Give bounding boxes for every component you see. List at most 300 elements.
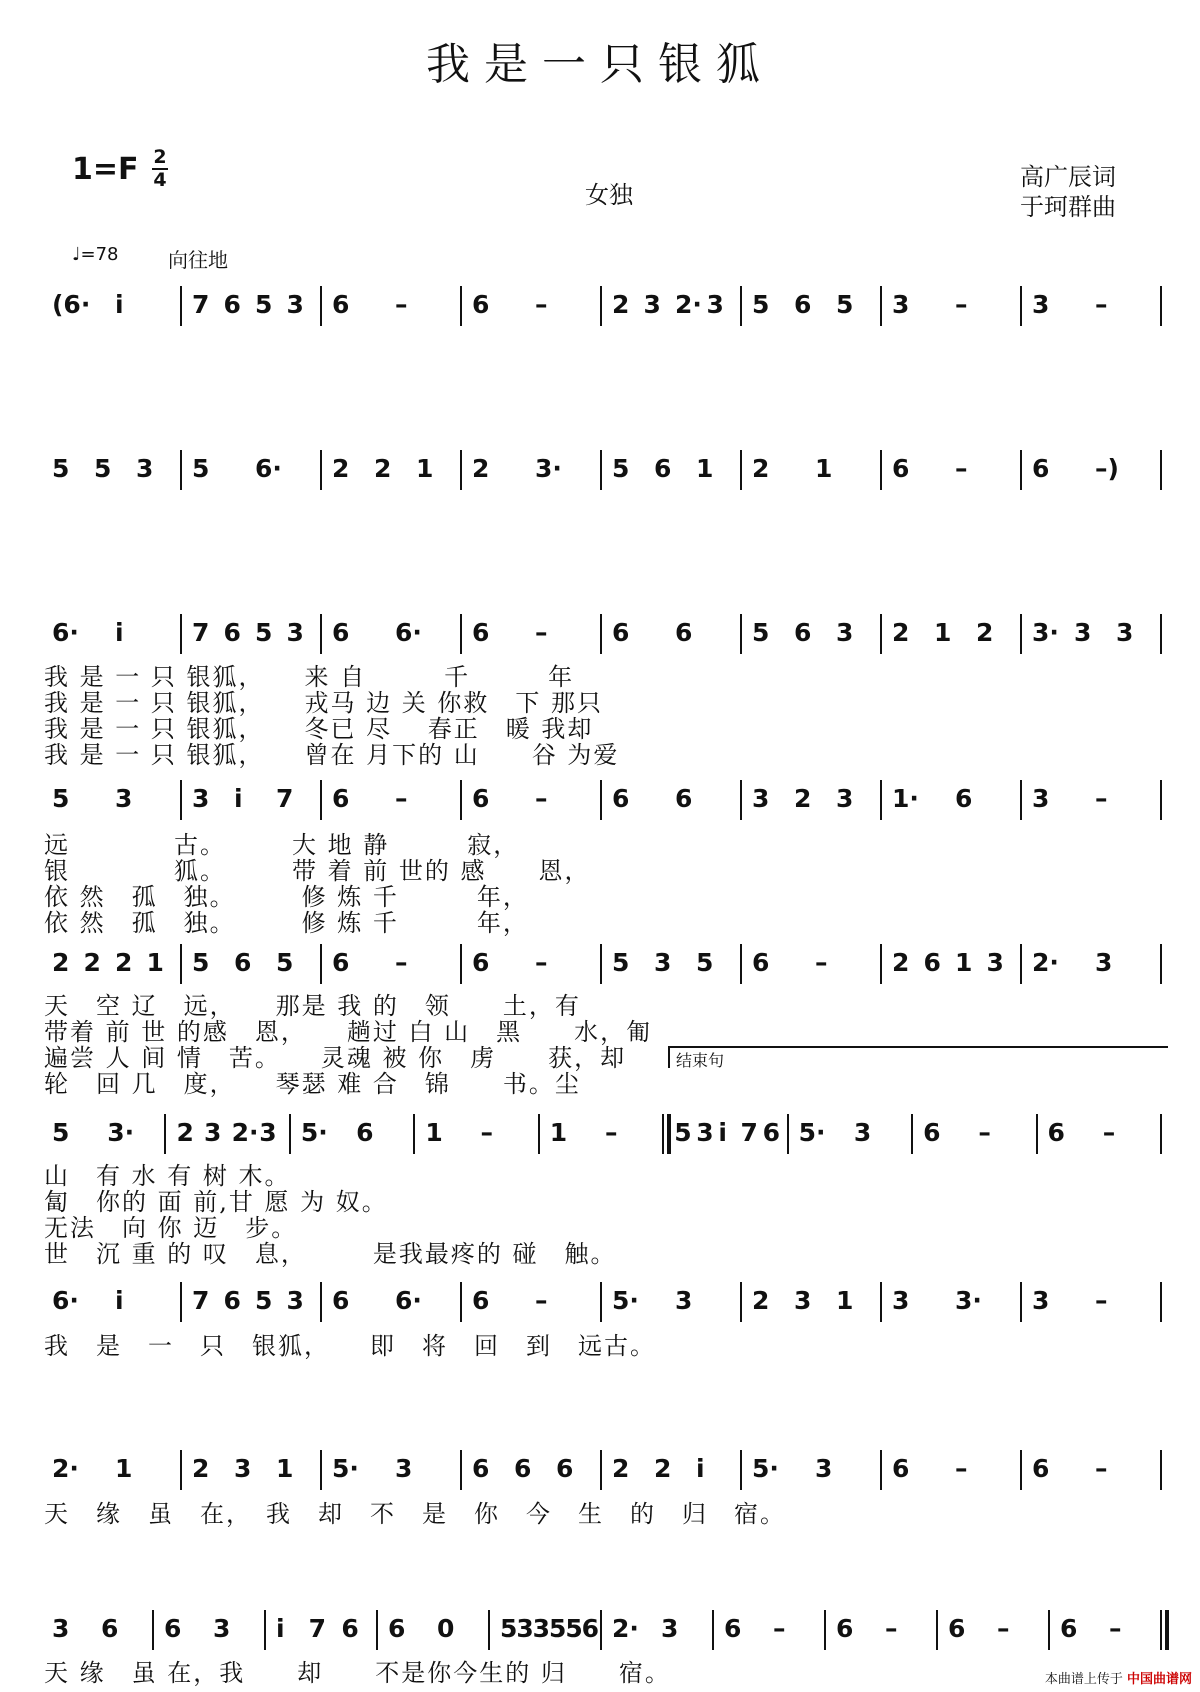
note: 6	[164, 1614, 182, 1643]
note: 3	[1116, 618, 1134, 647]
note: 5·	[798, 1118, 826, 1147]
note: –	[480, 1118, 494, 1147]
note: –	[535, 618, 548, 647]
time-signature	[152, 148, 168, 190]
note: 7	[192, 618, 210, 647]
note: 6	[332, 618, 350, 647]
barline	[460, 286, 462, 326]
barline	[460, 780, 462, 820]
barline	[880, 944, 882, 984]
note: 2·	[675, 290, 702, 319]
barline	[1020, 1450, 1022, 1490]
note: –	[955, 454, 968, 483]
barline	[600, 614, 602, 654]
note: 6	[472, 1454, 490, 1483]
note: 7	[192, 290, 210, 319]
notation-line	[44, 780, 1174, 820]
note: 3	[706, 290, 724, 319]
note: 6	[923, 1118, 941, 1147]
barline	[712, 1610, 714, 1650]
note: 3	[836, 784, 854, 813]
note: 6	[332, 948, 350, 977]
note: –	[605, 1118, 618, 1147]
note: 2·	[52, 1454, 79, 1483]
note: 3	[643, 290, 661, 319]
note: 1	[934, 618, 952, 647]
note: 3	[696, 1118, 714, 1147]
note: 6	[612, 618, 630, 647]
note: –	[535, 948, 548, 977]
note: 6	[752, 948, 770, 977]
barline	[600, 1610, 602, 1650]
note: 3	[892, 1286, 910, 1315]
note: 6	[675, 618, 693, 647]
lyric-line: 天 缘 虽 在， 我 却 不 是 你 今 生 的 归 宿。	[44, 1499, 786, 1528]
note: 6	[223, 290, 241, 319]
barline	[538, 1114, 540, 1154]
lyricist: 高广辰词	[1020, 163, 1116, 191]
note: 3	[286, 618, 304, 647]
barline	[180, 780, 182, 820]
double-barline	[1165, 1610, 1169, 1650]
barline	[289, 1114, 291, 1154]
note: 3	[136, 454, 154, 483]
note: 2	[83, 948, 101, 977]
note: 5·	[612, 1286, 639, 1315]
barline	[600, 780, 602, 820]
expression-marking: 向往地	[168, 248, 228, 272]
note: 6·	[52, 1286, 79, 1315]
barline	[740, 286, 742, 326]
note: 5	[836, 290, 854, 319]
note: 3	[286, 1286, 304, 1315]
barline	[1160, 614, 1162, 654]
barline	[600, 286, 602, 326]
note: 6	[581, 1614, 600, 1643]
repeat-barline	[1160, 1610, 1162, 1650]
notation-line	[44, 1114, 1174, 1154]
note: 3	[1074, 618, 1092, 647]
barline	[936, 1610, 938, 1650]
barline	[1160, 944, 1162, 984]
barline	[320, 944, 322, 984]
note: 3	[836, 618, 854, 647]
note: 2	[472, 454, 490, 483]
note: 5	[255, 290, 273, 319]
lyric-line: 银 狐。 带 着 前 世的 感 恩，	[44, 856, 591, 885]
barline	[1020, 286, 1022, 326]
note: 3	[752, 784, 770, 813]
lyric-line: 我 是 一 只 银狐， 冬已 尽 春正 暖 我却	[44, 715, 594, 743]
barline	[787, 1114, 789, 1154]
lyric-line: 天 缘 虽 在，我 却 不是你今生的 归 宿。	[44, 1659, 671, 1687]
notation-line	[44, 1282, 1174, 1322]
note: –)	[1095, 454, 1119, 483]
barline	[413, 1114, 415, 1154]
note: –	[535, 784, 548, 813]
lyric-line: 天 空 辽 远， 那是 我 的 领 土，有	[44, 992, 581, 1020]
note: 5	[52, 1118, 70, 1147]
barline	[1160, 450, 1162, 490]
note: 3	[853, 1118, 872, 1147]
barline	[600, 450, 602, 490]
note: –	[997, 1614, 1010, 1643]
lyric-line: 依 然 孤 独。 修 炼 千 年，	[44, 882, 529, 911]
lyric-line: 带着 前 世 的感 恩， 趟过 白 山 黑 水，匍	[44, 1018, 653, 1046]
note: 6	[472, 618, 490, 647]
barline	[180, 1450, 182, 1490]
note: 3	[192, 784, 210, 813]
note: 7	[276, 784, 294, 813]
note: 6·	[255, 454, 282, 483]
note: 6	[794, 290, 812, 319]
lyric-line: 我 是 一 只 银狐， 即 将 回 到 远古。	[44, 1331, 656, 1360]
barline	[740, 1282, 742, 1322]
note: 5	[52, 454, 70, 483]
note: –	[535, 290, 548, 319]
barline	[180, 944, 182, 984]
note: 3	[675, 1286, 693, 1315]
lyric-line: 我 是 一 只 银狐， 戎马 边 关 你救 下 那只	[44, 689, 604, 717]
note: 1	[955, 948, 973, 977]
note: 3·	[955, 1286, 982, 1315]
note: 6	[223, 1286, 241, 1315]
barline	[376, 1610, 378, 1650]
note: 3	[1032, 290, 1050, 319]
note: 5	[276, 948, 294, 977]
composer: 于珂群曲	[1020, 193, 1116, 221]
note: 1	[836, 1286, 854, 1315]
barline	[1160, 1114, 1162, 1154]
note: 7	[740, 1118, 758, 1147]
note: 3	[654, 948, 672, 977]
note: 6	[923, 948, 941, 977]
note: 3	[1032, 784, 1050, 813]
note: 2	[52, 948, 70, 977]
note: 3	[286, 290, 304, 319]
note: 2	[612, 290, 630, 319]
barline	[1020, 780, 1022, 820]
barline	[264, 1610, 266, 1650]
barline	[1160, 1450, 1162, 1490]
barline	[880, 614, 882, 654]
note: 5·	[300, 1118, 328, 1147]
notation-line	[44, 1610, 1174, 1650]
note: 3	[1095, 948, 1113, 977]
note: 6	[1060, 1614, 1078, 1643]
note: 2	[976, 618, 994, 647]
note: –	[955, 290, 968, 319]
note: 5	[52, 784, 70, 813]
barline	[180, 450, 182, 490]
note: 6	[892, 454, 910, 483]
note: 5	[192, 948, 210, 977]
note: 5	[94, 454, 112, 483]
note: –	[535, 1286, 548, 1315]
barline	[320, 450, 322, 490]
note: 1	[276, 1454, 294, 1483]
note: 2	[654, 1454, 672, 1483]
note: 2·	[231, 1118, 259, 1147]
barline	[880, 450, 882, 490]
note: –	[395, 948, 408, 977]
note: 6	[388, 1614, 406, 1643]
note: 6	[612, 784, 630, 813]
note: 6·	[395, 1286, 422, 1315]
notation-line	[44, 614, 1174, 654]
note: 0	[437, 1614, 455, 1643]
note: 2	[752, 454, 770, 483]
double-barline	[667, 1114, 671, 1154]
note: 5	[612, 454, 630, 483]
barline	[1048, 1610, 1050, 1650]
note: 6	[472, 290, 490, 319]
barline	[1160, 286, 1162, 326]
note: 2	[192, 1454, 210, 1483]
note: 5	[500, 1614, 518, 1643]
note: 5	[192, 454, 210, 483]
note: 3	[661, 1614, 679, 1643]
note: 6	[948, 1614, 966, 1643]
note: 6	[472, 948, 490, 977]
note: 6	[223, 618, 241, 647]
lyric-line: 轮 回 几 度， 琴瑟 难 合 锦 书。尘	[44, 1070, 581, 1098]
barline	[600, 1450, 602, 1490]
lyric-line: 我 是 一 只 银狐， 来 自 千 年	[44, 663, 575, 691]
credits	[1020, 162, 1116, 222]
note: 1·	[892, 784, 919, 813]
note: 7	[192, 1286, 210, 1315]
note: 6	[556, 1454, 574, 1483]
note: 5	[549, 1614, 567, 1643]
note: i	[276, 1614, 285, 1643]
note: 6	[724, 1614, 742, 1643]
lyric-line: 我 是 一 只 银狐， 曾在 月下的 山 谷 为爱	[44, 741, 620, 769]
note: i	[115, 1286, 124, 1315]
barline	[180, 286, 182, 326]
note: 3·	[107, 1118, 135, 1147]
note: 6	[332, 1286, 350, 1315]
note: 2	[374, 454, 392, 483]
barline	[1160, 1282, 1162, 1322]
note: 6	[514, 1454, 532, 1483]
footer-site: 中国曲谱网	[1126, 1672, 1192, 1687]
note: 3	[204, 1118, 222, 1147]
note: 1	[115, 1454, 133, 1483]
note: 2	[176, 1118, 194, 1147]
barline	[740, 614, 742, 654]
note: –	[1095, 1286, 1108, 1315]
note: 2	[752, 1286, 770, 1315]
ending-bracket: 结束句	[668, 1046, 1168, 1068]
voice-type: 女独	[585, 181, 633, 209]
note: –	[773, 1614, 786, 1643]
note: 6	[332, 290, 350, 319]
note: 6	[234, 948, 252, 977]
note: 6·	[52, 618, 79, 647]
note: 1	[549, 1118, 568, 1147]
barline	[320, 1282, 322, 1322]
note: 5	[674, 1118, 692, 1147]
lyric-line: 世 沉 重 的 叹 息， 是我最疼的 碰 触。	[44, 1240, 617, 1269]
meter-bottom: 4	[153, 169, 167, 191]
lyric-line: 遍尝 人 间 情 苦。 灵魂 被 你 虏 获，却	[44, 1044, 627, 1072]
barline	[740, 450, 742, 490]
note: 2·	[1032, 948, 1059, 977]
footer	[1045, 1668, 1192, 1687]
note: 3	[794, 1286, 812, 1315]
note: 6	[101, 1614, 119, 1643]
note: i	[115, 290, 124, 319]
note: 3	[892, 290, 910, 319]
note: –	[395, 784, 408, 813]
note: 6	[654, 454, 672, 483]
note: 1	[815, 454, 833, 483]
note: i	[718, 1118, 727, 1147]
lyric-line: 匐 你的 面 前,甘 愿 为 奴。	[44, 1188, 388, 1217]
barline	[880, 780, 882, 820]
note: 3	[532, 1614, 551, 1643]
note: –	[1109, 1614, 1122, 1643]
note: –	[885, 1614, 898, 1643]
note: 3	[516, 1614, 534, 1643]
note: 1	[416, 454, 434, 483]
note: 6	[1047, 1118, 1065, 1147]
note: 2·	[612, 1614, 639, 1643]
note: 5	[752, 618, 770, 647]
key-signature: 1=F	[72, 152, 139, 187]
note: 2	[115, 948, 133, 977]
barline	[880, 1450, 882, 1490]
note: 3	[815, 1454, 833, 1483]
note: i	[234, 784, 243, 813]
note: 3	[986, 948, 1004, 977]
note: 6	[332, 784, 350, 813]
note: 1	[146, 948, 164, 977]
note: 6	[1032, 1454, 1050, 1483]
note: –	[955, 1454, 968, 1483]
note: i	[115, 618, 124, 647]
note: 7	[308, 1614, 327, 1643]
footer-prefix: 本曲谱上传于	[1044, 1672, 1123, 1687]
note: 6	[955, 784, 973, 813]
barline	[320, 286, 322, 326]
note: –	[978, 1118, 991, 1147]
note: –	[1095, 784, 1108, 813]
barline	[460, 450, 462, 490]
barline	[740, 780, 742, 820]
note: 1	[425, 1118, 443, 1147]
note: 5	[255, 618, 273, 647]
note: 2	[794, 784, 812, 813]
note: 5	[696, 948, 714, 977]
notation-line	[44, 286, 1174, 326]
barline	[880, 286, 882, 326]
note: 6	[341, 1614, 359, 1643]
barline	[320, 780, 322, 820]
barline	[180, 1282, 182, 1322]
note: –	[395, 290, 408, 319]
barline	[600, 944, 602, 984]
barline	[1020, 944, 1022, 984]
barline	[460, 614, 462, 654]
lyric-line: 山 有 水 有 树 木。	[44, 1162, 291, 1191]
barline	[1020, 614, 1022, 654]
barline	[600, 1282, 602, 1322]
note: 6	[1032, 454, 1050, 483]
notation-line	[44, 1450, 1174, 1490]
note: 5·	[332, 1454, 359, 1483]
note: 3	[234, 1454, 252, 1483]
note: 3	[1032, 1286, 1050, 1315]
barline	[164, 1114, 166, 1154]
note: 6	[762, 1118, 780, 1147]
barline	[740, 944, 742, 984]
note: –	[815, 948, 828, 977]
notation-line	[44, 450, 1174, 490]
note: 3	[115, 784, 133, 813]
note: 3	[52, 1614, 70, 1643]
lyric-line: 远 古。 大 地 静 寂，	[44, 830, 520, 859]
note: –	[1095, 290, 1108, 319]
note: 6·	[395, 618, 422, 647]
lyric-line: 无法 向 你 迈 步。	[44, 1214, 298, 1243]
barline	[1020, 1282, 1022, 1322]
note: (6·	[52, 290, 91, 319]
lyric-line: 依 然 孤 独。 修 炼 千 年，	[44, 908, 529, 937]
repeat-barline	[662, 1114, 664, 1154]
note: –	[1095, 1454, 1108, 1483]
note: 2	[892, 618, 910, 647]
note: 2	[892, 948, 910, 977]
note: 6	[472, 784, 490, 813]
barline	[460, 944, 462, 984]
tempo-marking: ♩=78	[72, 244, 119, 265]
note: 6	[472, 1286, 490, 1315]
note: 3	[395, 1454, 413, 1483]
note: 6	[675, 784, 693, 813]
note: 3·	[535, 454, 562, 483]
barline	[152, 1610, 154, 1650]
note: 5	[752, 290, 770, 319]
song-title: 我是一只银狐	[426, 39, 774, 90]
barline	[1160, 780, 1162, 820]
note: –	[1102, 1118, 1116, 1147]
barline	[880, 1282, 882, 1322]
barline	[824, 1610, 826, 1650]
note: 2	[332, 454, 350, 483]
note: 6	[892, 1454, 910, 1483]
barline	[1036, 1114, 1038, 1154]
meter-top: 2	[153, 146, 167, 168]
note: 3	[259, 1118, 277, 1147]
barline	[911, 1114, 913, 1154]
barline	[460, 1450, 462, 1490]
notation-line	[44, 944, 1174, 984]
barline	[488, 1610, 490, 1650]
barline	[460, 1282, 462, 1322]
note: 1	[696, 454, 714, 483]
note: 6	[356, 1118, 374, 1147]
note: 6	[794, 618, 812, 647]
note: 5	[255, 1286, 273, 1315]
note: 5	[565, 1614, 583, 1643]
note: 2	[612, 1454, 630, 1483]
note: i	[696, 1454, 705, 1483]
note: 5	[612, 948, 630, 977]
barline	[1020, 450, 1022, 490]
barline	[180, 614, 182, 654]
